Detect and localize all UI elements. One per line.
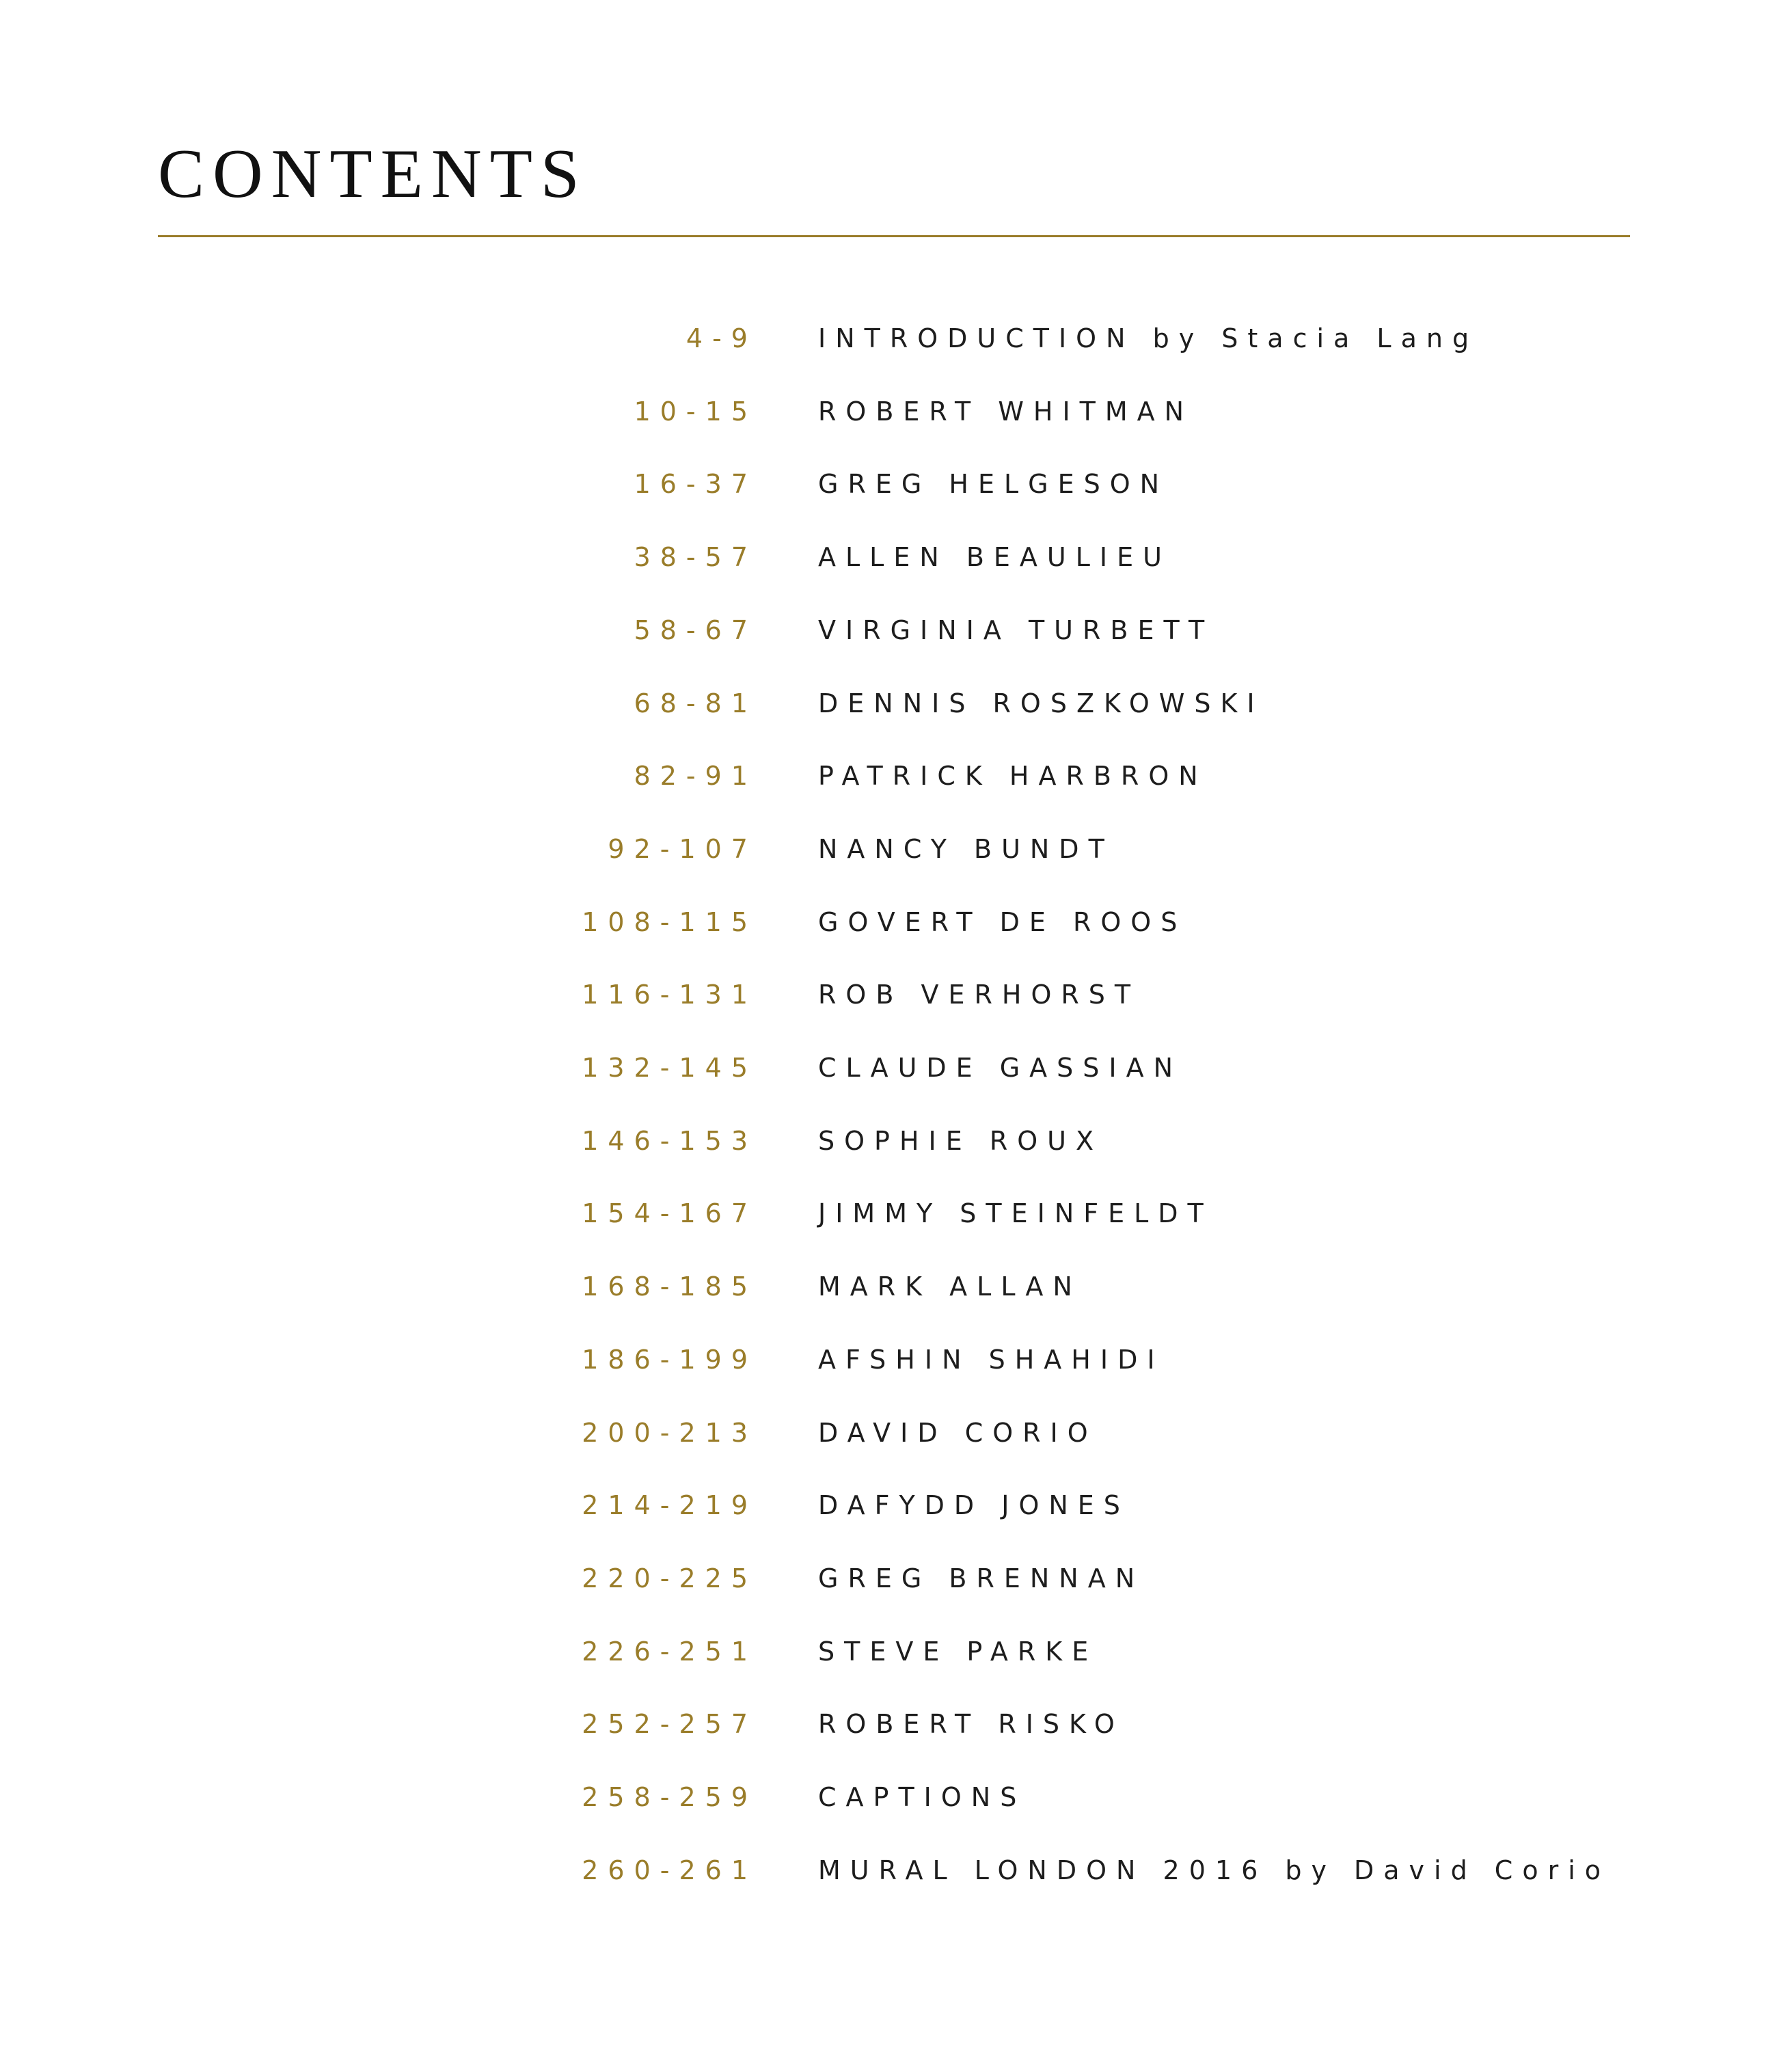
entry-title: NANCY BUNDT (818, 834, 1114, 864)
toc-entry[interactable] (0, 1773, 1792, 1821)
entry-title: PATRICK HARBRON (818, 761, 1208, 791)
entry-title: DAFYDD JONES (818, 1490, 1130, 1520)
entry-title: GREG HELGESON (818, 469, 1169, 499)
page-range: 108-115 (582, 907, 757, 937)
page-range: 186-199 (582, 1345, 757, 1375)
toc-entry[interactable] (0, 1481, 1792, 1529)
toc-entry[interactable] (0, 1628, 1792, 1675)
entry-title: SOPHIE ROUX (818, 1126, 1103, 1156)
toc-entry[interactable] (0, 533, 1792, 581)
entry-title: VIRGINIA TURBETT (818, 615, 1214, 645)
entry-title: CLAUDE GASSIAN (818, 1053, 1183, 1083)
toc-entry[interactable] (0, 1409, 1792, 1457)
page-range: 226-251 (582, 1637, 757, 1667)
page-range: 92-107 (608, 834, 757, 864)
page-range: 68-81 (634, 688, 757, 718)
page-range: 168-185 (582, 1271, 757, 1302)
page-range: 220-225 (582, 1563, 757, 1593)
toc-entry[interactable] (0, 825, 1792, 873)
page-range: 16-37 (634, 469, 757, 499)
entry-title: DENNIS ROSZKOWSKI (818, 688, 1264, 718)
toc-entry[interactable] (0, 606, 1792, 654)
page-range: 146-153 (582, 1126, 757, 1156)
entry-title: STEVE PARKE (818, 1637, 1098, 1667)
entry-title: CAPTIONS (818, 1782, 1027, 1812)
page-range: 10-15 (634, 396, 757, 427)
toc-entry[interactable] (0, 388, 1792, 435)
entry-title: ALLEN BEAULIEU (818, 542, 1171, 572)
toc-entry[interactable] (0, 1044, 1792, 1092)
entry-title: INTRODUCTION by Stacia Lang (818, 323, 1479, 353)
entry-title: MARK ALLAN (818, 1271, 1082, 1302)
toc-entry[interactable] (0, 752, 1792, 800)
toc-entry[interactable] (0, 971, 1792, 1019)
entry-title: ROB VERHORST (818, 980, 1141, 1010)
toc-entry[interactable] (0, 679, 1792, 727)
entry-title: DAVID CORIO (818, 1418, 1098, 1448)
toc-entry[interactable] (0, 1336, 1792, 1384)
entry-title: GOVERT DE ROOS (818, 907, 1187, 937)
toc-entry[interactable] (0, 1700, 1792, 1748)
title-divider (158, 235, 1630, 237)
entry-title: GREG BRENNAN (818, 1563, 1145, 1593)
page-range: 38-57 (634, 542, 757, 572)
entry-title: AFSHIN SHAHIDI (818, 1345, 1165, 1375)
page-range: 58-67 (634, 615, 757, 645)
page-range: 82-91 (634, 761, 757, 791)
page-range: 132-145 (582, 1053, 757, 1083)
toc-entry[interactable] (0, 898, 1792, 946)
page-title: CONTENTS (158, 135, 588, 213)
page-range: 252-257 (582, 1709, 757, 1739)
page-range: 260-261 (582, 1855, 757, 1885)
page-range: 116-131 (582, 980, 757, 1010)
entry-title: ROBERT RISKO (818, 1709, 1124, 1739)
page-range: 214-219 (582, 1490, 757, 1520)
toc-entry[interactable] (0, 1554, 1792, 1602)
page-range: 200-213 (582, 1418, 757, 1448)
page-range: 258-259 (582, 1782, 757, 1812)
toc-entry[interactable] (0, 1263, 1792, 1310)
toc-entry[interactable] (0, 314, 1792, 362)
page-range: 4-9 (685, 323, 757, 353)
entry-title: MURAL LONDON 2016 by David Corio (818, 1855, 1611, 1885)
page-range: 154-167 (582, 1198, 757, 1228)
toc-entry[interactable] (0, 460, 1792, 508)
entry-title: JIMMY STEINFELDT (818, 1198, 1213, 1228)
toc-entry[interactable] (0, 1189, 1792, 1237)
entry-title: ROBERT WHITMAN (818, 396, 1194, 427)
toc-entry[interactable] (0, 1117, 1792, 1165)
toc-entry[interactable] (0, 1846, 1792, 1894)
